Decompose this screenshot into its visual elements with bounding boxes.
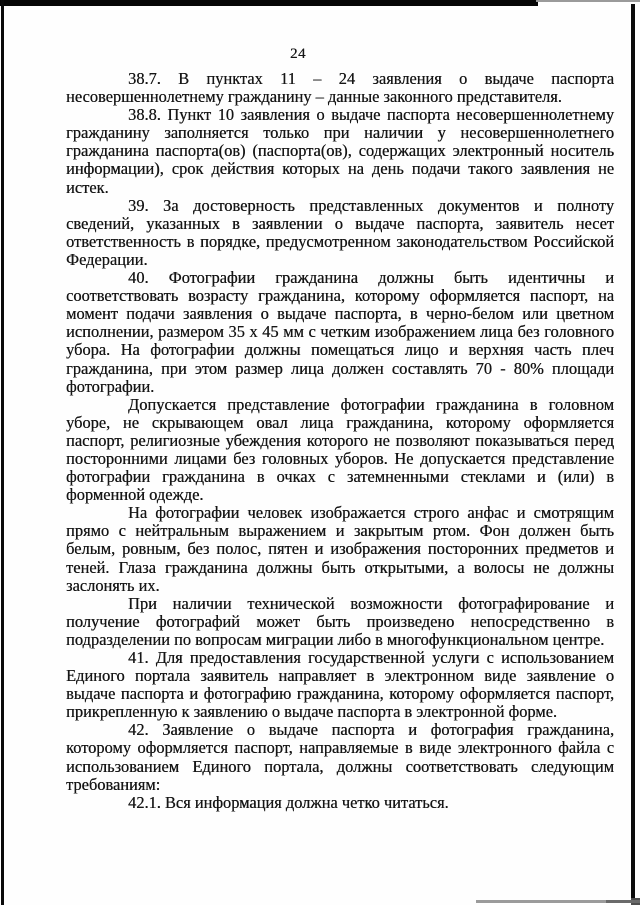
clause-41: 41. Для предоставления государственной услуги с использованием Единого портала заявитель направляет в электронном виде заявление о выдаче паспорта и фотографию гражданина, которому оформляется паспорт, прикрепленную к заявлению о выдаче паспорта в электронной форме. xyxy=(66,648,614,722)
clause-38-7: 38.7. В пунктах 11 – 24 заявления о выдаче паспорта несовершеннолетнему гражданину – данные законного представителя. xyxy=(66,69,614,107)
scan-border-top xyxy=(0,0,538,6)
clause-38-8: 38.8. Пункт 10 заявления о выдаче паспорта несовершеннолетнему гражданину заполняется только при наличии у несовершеннолетнего гражданина паспорта(ов) (паспорта(ов), содержащих электронный носитель информации), срок действия которых на день подачи такого заявления не истек. xyxy=(66,105,614,197)
document-body xyxy=(66,70,614,812)
clause-40-tech: При наличии технической возможности фотографирование и получение фотографий может быть произведено непосредственно в подразделении по вопросам миграции либо в многофункциональном центре. xyxy=(66,593,614,649)
clause-42-1: 42.1. Вся информация должна четко читаться. xyxy=(128,792,449,812)
page-number: 24 xyxy=(290,46,306,62)
clause-39: 39. За достоверность представленных документов и полноту сведений, указанных в заявлении о выдаче паспорта, заявитель несет ответственность в порядке, предусмотренном законодательством Российской Федерации. xyxy=(66,195,614,269)
clause-42: 42. Заявление о выдаче паспорта и фотография гражданина, которому оформляется паспорт, направляемые в виде электронного файла с использованием Единого портала, должны соответствовать следующим требованиям: xyxy=(66,720,614,794)
scan-border-right xyxy=(631,4,635,898)
clause-40: 40. Фотографии гражданина должны быть идентичны и соответствовать возрасту гражданина, которому оформляется паспорт, на момент подачи заявления о выдаче паспорта, в черно-белом или цветном исполнении, размером 35 х 45 мм с четким изображением лица без головного убора. На фотографии должны помещаться лицо и верхняя часть плеч гражданина, при этом размер лица должен составлять 70 - 80% площади фотографии. xyxy=(66,268,614,396)
scan-border-left xyxy=(1,0,4,905)
clause-40-pose: На фотографии человек изображается строго анфас и смотрящим прямо с нейтральным выражением и закрытым ртом. Фон должен быть белым, ровным, без полос, пятен и изображения посторонних предметов и теней. Глаза гражданина должны быть открытыми, а волосы не должны заслонять их. xyxy=(66,503,614,595)
scan-border-bottom-dark xyxy=(606,900,640,903)
scan-border-top-gray xyxy=(536,0,640,2)
clause-40-headwear: Допускается представление фотографии гражданина в головном уборе, не скрывающем овал лица гражданина, которому оформляется паспорт, религиозные убеждения которого не позволяют показываться перед посторонними лицами без головных уборов. Не допускается представление фотографии гражданина в очках с затемненными стеклами и (или) в форменной одежде. xyxy=(66,394,614,505)
